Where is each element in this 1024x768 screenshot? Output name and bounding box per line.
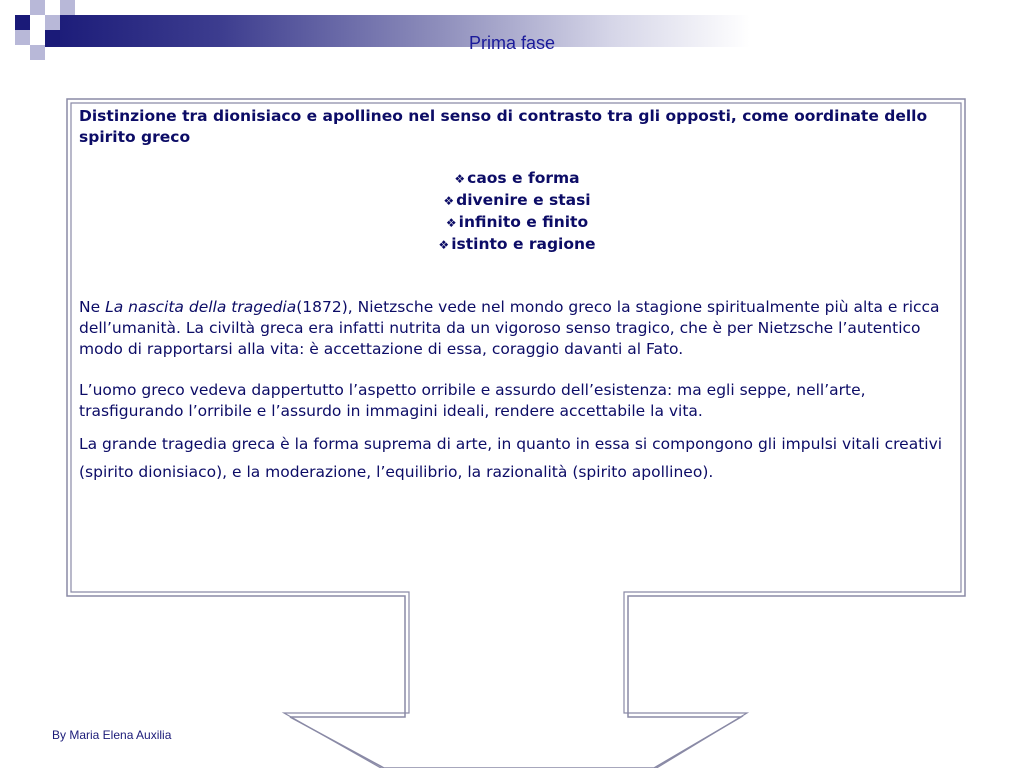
list-item-label: infinito e finito bbox=[458, 213, 589, 231]
list-item bbox=[79, 168, 955, 190]
slide-title: Prima fase bbox=[468, 33, 556, 53]
paragraph-uomo-greco: L’uomo greco vedeva dappertutto l’aspetto orribile e assurdo dell’esistenza: ma egli seppe, nell’arte, trasfigurando l’orribile e l’assurdo in immagini ideali, rendere accettabile la vita. bbox=[79, 381, 866, 420]
list-item-label: caos e forma bbox=[467, 169, 580, 187]
list-item-label: istinto e ragione bbox=[451, 235, 596, 253]
paragraph-lead: Ne bbox=[79, 298, 106, 316]
paragraph-body: (1872), Nietzsche vede nel mondo greco la stagione spiritualmente più alta e ricca dell’umanità. La civiltà greca era infatti nutrita da un vigoroso senso tragico, che è per Nietzsche l’autentico modo di rapportarsi alla vita: è accettazione di essa, coraggio davanti al Fato. bbox=[79, 298, 940, 358]
diamond-bullet-icon: ❖ bbox=[454, 172, 466, 186]
author-footer: By Maria Elena Auxilia bbox=[52, 728, 172, 742]
paragraph-tragedia: La grande tragedia greca è la forma suprema di arte, in quanto in essa si compongono gli impulsi vitali creativi (spirito dionisiaco), e la moderazione, l’equilibrio, la razionalità (spirito apollineo). bbox=[79, 435, 943, 481]
diamond-bullet-icon: ❖ bbox=[438, 238, 450, 252]
diamond-bullet-icon: ❖ bbox=[443, 194, 455, 208]
paragraph-nascita bbox=[79, 297, 955, 360]
diamond-bullet-icon: ❖ bbox=[445, 216, 457, 230]
contrast-list bbox=[79, 168, 955, 256]
callout-content bbox=[79, 106, 955, 486]
callout-heading: Distinzione tra dionisiaco e apollineo nel senso di contrasto tra gli opposti, come oordinate dello spirito greco bbox=[79, 107, 928, 146]
list-item bbox=[79, 212, 955, 234]
list-item bbox=[79, 190, 955, 212]
book-title: La nascita della tragedia bbox=[105, 298, 297, 316]
list-item-label: divenire e stasi bbox=[456, 191, 591, 209]
list-item bbox=[79, 234, 955, 256]
